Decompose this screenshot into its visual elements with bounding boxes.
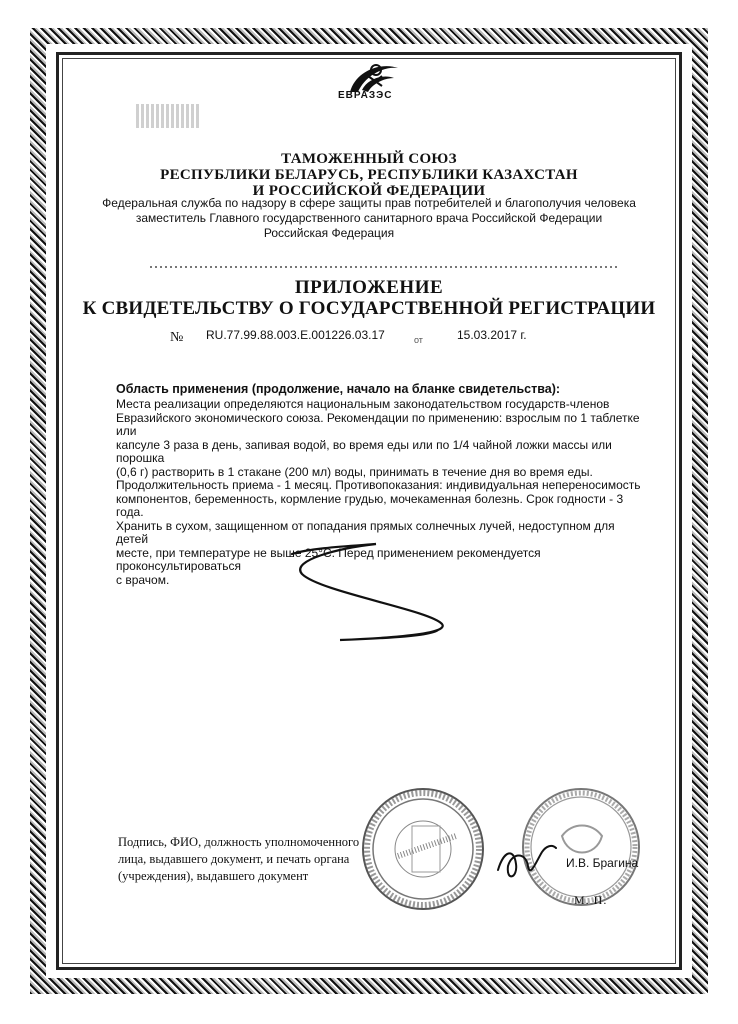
- from-label: от: [414, 335, 423, 345]
- registration-number: RU.77.99.88.003.E.001226.03.17: [206, 328, 385, 342]
- registration-date: 15.03.2017 г.: [457, 328, 527, 342]
- round-seal-left: [360, 786, 486, 912]
- number-sign: №: [170, 330, 184, 345]
- document-title: ПРИЛОЖЕНИЕ: [294, 277, 444, 298]
- union-title-line1: ТАМОЖЕННЫЙ СОЮЗ: [281, 151, 457, 167]
- handwritten-signature-large: [280, 540, 470, 650]
- signature-label: Подпись, ФИО, должность уполномоченного лица, выдавшего документ, и печать органа (учреждения), выдавшего документ: [118, 835, 360, 883]
- handwritten-signature-small: [492, 842, 562, 892]
- stamp-place-label: М. П.: [574, 893, 608, 907]
- section-title: Область применения (продолжение, начало на бланке свидетельства):: [116, 382, 561, 396]
- agency-line3: Российская Федерация: [263, 226, 395, 240]
- signer-name: И.В. Брагина: [566, 856, 639, 870]
- section-text: Места реализации определяются национальным законодательством государств-членов Евразийского экономического союза. Рекомендации по применению: взрослым по 1 таблетке или капсуле 3 раза в день, запивая водой, во время еды или по 1/4 чайной ложки массы или порошка (0,6 г) растворить в 1 стакане (200 мл) воды, принимать в течение дня во время еды. Продолжительность приема - 1 месяц. Противопоказания: индивидуальная непереносимость компонентов, беременность, кормление грудью, мочекаменная болезнь. Срок годности - 3 года. Хранить в сухом, защищенном от попадания прямых солнечных лучей, недоступном для детей месте, при температуре не выше 25°С. Перед применением рекомендуется проконсультироваться с врачом.: [116, 397, 641, 587]
- logo-text: ЕВРАЗЭС: [338, 90, 393, 101]
- faint-stamp-mark: [136, 104, 200, 128]
- document-subtitle: К СВИДЕТЕЛЬСТВУ О ГОСУДАРСТВЕННОЙ РЕГИСТРАЦИИ: [82, 298, 656, 319]
- dotted-divider: [150, 266, 620, 268]
- agency-line2: заместитель Главного государственного санитарного врача Российской Федерации: [135, 211, 603, 225]
- union-title-line3: И РОССИЙСКОЙ ФЕДЕРАЦИИ: [252, 183, 486, 199]
- union-title-line2: РЕСПУБЛИКИ БЕЛАРУСЬ, РЕСПУБЛИКИ КАЗАХСТАН: [160, 167, 578, 183]
- agency-line1: Федеральная служба по надзору в сфере защиты прав потребителей и благополучия человека: [102, 196, 636, 210]
